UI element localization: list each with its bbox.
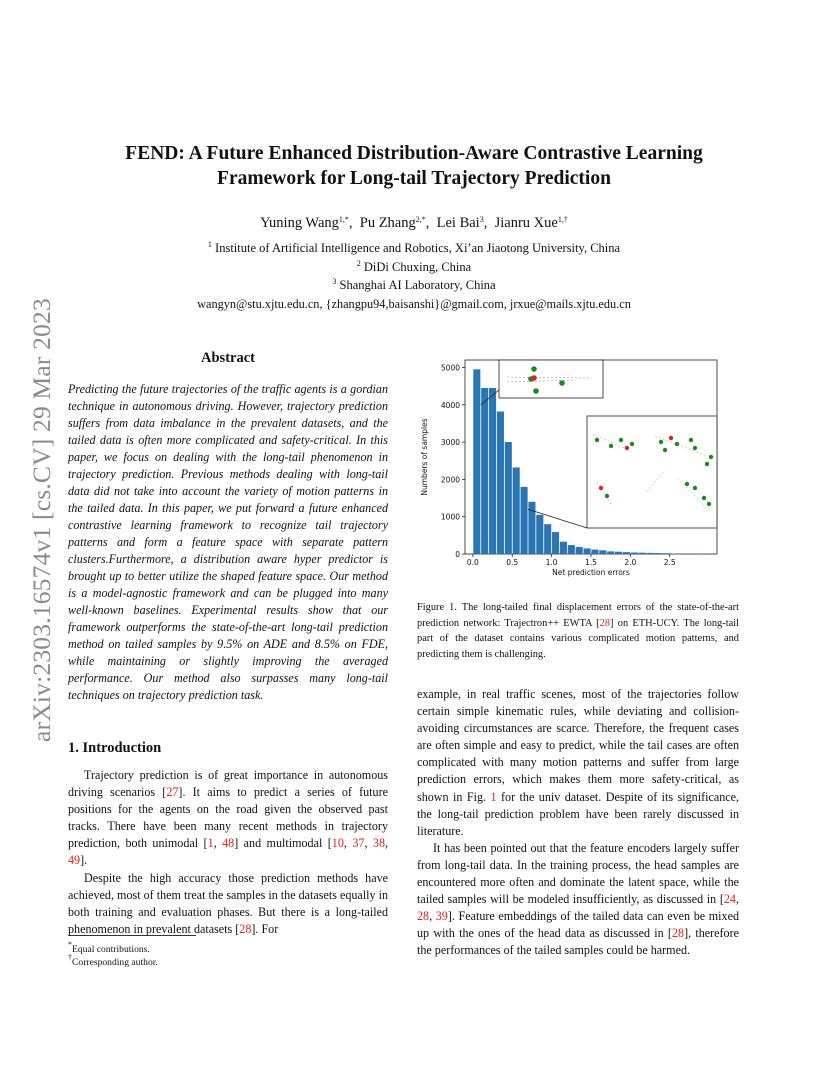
- histogram-bar: [631, 553, 638, 554]
- citation-link[interactable]: 28: [671, 926, 685, 941]
- affiliation-mark: 3: [332, 277, 337, 286]
- histogram-bar: [568, 545, 575, 554]
- agent-marker: [707, 502, 711, 506]
- affiliation: [90, 240, 738, 256]
- abstract-text: Predicting the future trajectories of the traffic agents is a gordian technique in autonomous driving. However, trajectory prediction suffers from data imbalance in the prevalent datasets, and the tailed data is often more complicated and safety-critical. In this paper, we focus on dealing with the long-tail phenomenon in trajectory prediction. Previous methods dealing with long-tail data did not take into account the variety of motion patterns in the tailed data. In this paper, we put forward a future enhanced contrastive learning framework to recognize tail trajectory patterns and form a feature space with separate pattern clusters.Furthermore, a distribution aware hyper predictor is brought up to better utilize the shaped feature space. Our method is a model-agnostic framework and can be plugged into many well-known baselines. Experimental results show that our framework outperforms the state-of-the-art long-tail prediction method on tailed samples by 9.5% on ADE and 8.5% on FDE, while maintaining or slightly improving the averaged performance. Our method also surpasses many long-tail techniques on trajectory prediction task.: [68, 382, 388, 702]
- figure-caption: Figure 1. The long-tailed final displacement errors of the state-of-the-art prediction network: Trajectron++ EWTA [28] on ETH-UCY. The long-tail part of the dataset contains various complicated motion patterns, and predicting them is challenging.: [417, 602, 739, 660]
- author: Pu Zhang: [359, 215, 416, 231]
- citation-link[interactable]: 1: [207, 836, 214, 851]
- footnote: [68, 952, 158, 969]
- arxiv-identifier: arXiv:2303.16574v1 [cs.CV] 29 Mar 2023: [27, 298, 56, 742]
- histogram-bar: [599, 550, 606, 554]
- histogram-bar: [552, 532, 559, 554]
- agent-marker: [702, 496, 706, 500]
- agent-marker: [609, 444, 613, 448]
- paper-title: [90, 141, 738, 191]
- target-agent-marker: [625, 446, 629, 450]
- histogram-bar: [607, 551, 614, 554]
- author-mark: 1,*: [338, 215, 349, 224]
- histogram-bar: [536, 515, 543, 554]
- affiliation-text: Institute of Artificial Intelligence and Robotics, Xi’an Jiaotong University, China: [215, 241, 621, 255]
- target-agent-marker: [599, 486, 603, 490]
- affiliation-mark: 2: [356, 259, 361, 268]
- author: Yuning Wang: [260, 215, 339, 231]
- x-axis-label: Net prediction errors: [552, 568, 630, 577]
- citation-link[interactable]: 24: [723, 892, 736, 907]
- y-tick-label: 5000: [440, 363, 460, 373]
- x-tick-label: 2.5: [663, 558, 676, 567]
- agent-marker: [595, 438, 599, 442]
- citation-link[interactable]: 49: [68, 853, 81, 868]
- author-mark: 3: [479, 215, 484, 224]
- citation-link[interactable]: 39: [435, 909, 448, 924]
- author-emails: wangyn@stu.xjtu.edu.cn, {zhangpu94,baisanshi}@gmail.com, jrxue@mails.xjtu.edu.cn: [197, 297, 631, 311]
- histogram-bar: [497, 411, 504, 554]
- agent-marker: [693, 486, 697, 490]
- histogram-bar: [670, 553, 677, 554]
- target-agent-marker: [531, 375, 537, 381]
- citation-link[interactable]: 37: [352, 836, 365, 851]
- arxiv-sidebar: [22, 280, 62, 760]
- inset-frame: [587, 416, 717, 528]
- x-tick-label: 0.5: [506, 558, 519, 567]
- y-axis-label: Numbers of samples: [420, 418, 429, 496]
- y-tick-label: 4000: [440, 400, 460, 410]
- affiliation: [90, 259, 738, 275]
- affiliation-text: DiDi Chuxing, China: [363, 260, 472, 274]
- x-tick-label: 0.0: [466, 558, 479, 567]
- author: Jianru Xue: [494, 215, 558, 231]
- agent-marker: [685, 482, 689, 486]
- citation-link[interactable]: 48: [222, 836, 235, 851]
- histogram-bar: [654, 553, 661, 554]
- histogram-bar: [513, 467, 520, 554]
- histogram-bar: [591, 550, 598, 554]
- agent-marker: [663, 448, 667, 452]
- author: Lei Bai: [436, 215, 480, 231]
- agent-marker: [705, 462, 709, 466]
- paragraph: Trajectory prediction is of great importance in autonomous driving scenarios [27]. It aims to predict a series of future positions for the agents on the road given the observed past tracks. There have been many recent methods in trajectory prediction, both unimodal [1, 48] and multimodal [10, 37, 38, 49].: [68, 768, 389, 868]
- inset-frame: [499, 360, 603, 398]
- paragraph: example, in real traffic scenes, most of the trajectories follow certain simple kinematic rules, while deviating and collision-avoiding circumstances are scarce. Therefore, the frequent cases are often simple and easy to predict, while the tail cases are often complicated with many motion patterns and suffer from large prediction errors, which makes them more safety-critical, as shown in Fig. 1 for the univ dataset. Despite of its significance, the long-tail prediction problem have been rarely discussed in literature.: [417, 687, 740, 838]
- title-line-2: Framework for Long-tail Trajectory Prediction: [217, 168, 611, 189]
- agent-marker: [619, 438, 623, 442]
- x-tick-label: 2.0: [624, 558, 637, 567]
- target-agent-marker: [669, 436, 673, 440]
- affiliation-mark: 1: [207, 240, 212, 249]
- agent-marker: [630, 442, 634, 446]
- citation-link[interactable]: 28: [417, 909, 430, 924]
- intro-right-column: [417, 686, 739, 960]
- y-tick-label: 2000: [440, 475, 460, 485]
- bar-chart: [420, 360, 717, 577]
- footnote-text: Equal contributions.: [72, 944, 150, 955]
- y-tick-label: 0: [455, 550, 460, 559]
- agent-marker: [675, 442, 679, 446]
- agent-marker: [531, 366, 537, 372]
- agent-marker: [659, 440, 663, 444]
- figure-reference-link[interactable]: 1: [490, 789, 497, 804]
- histogram-bar: [489, 388, 496, 554]
- title-line-1: FEND: A Future Enhanced Distribution-Aware Contrastive Learning: [125, 143, 703, 164]
- inset-tail-trajectory-examples: [587, 416, 717, 528]
- footnote-mark: *: [68, 940, 72, 949]
- histogram-bar: [481, 388, 488, 554]
- intro-left-column: [68, 767, 388, 938]
- citation-link[interactable]: 27: [166, 785, 179, 800]
- x-tick-label: 1.5: [585, 558, 597, 567]
- citation-link[interactable]: 38: [372, 836, 385, 851]
- inset-head-trajectory-example: [499, 360, 603, 398]
- agent-marker: [693, 446, 697, 450]
- histogram-bar: [639, 553, 646, 554]
- footnote-mark: †: [68, 953, 72, 962]
- histogram-bar: [615, 552, 622, 554]
- footnote-rule: [68, 935, 196, 936]
- histogram-bar: [623, 552, 630, 554]
- author-mark: 2,*: [415, 215, 426, 224]
- histogram-bar: [662, 553, 669, 554]
- histogram-bar: [576, 547, 583, 554]
- author-list: Yuning Wang$^{1,*}$, Pu Zhang$^{2,*}$, Lei Bai$^3$, Jianru Xue$^{1,\dagger}$: [260, 215, 568, 231]
- paragraph: Despite the high accuracy those prediction methods have achieved, most of them treat the samples in the datasets equally in both training and evaluation phases. But there is a long-tailed phenomenon in prevalent datasets [28]. For: [68, 870, 388, 936]
- paragraph: It has been pointed out that the feature encoders largely suffer from long-tail data. In the training process, the head samples are encountered more often and dominate the latent space, while the tailed samples will be modeled insufficiently, as discussed in [24, 28, 39]. Feature embeddings of the tailed data can even be mixed up with the ones of the head data as discussed in [28], therefore the performances of the tailed samples could be harmed.: [417, 840, 740, 958]
- histogram-bar: [560, 542, 567, 554]
- histogram-bar: [505, 442, 512, 554]
- agent-marker: [709, 455, 713, 459]
- citation-link[interactable]: 10: [331, 836, 344, 851]
- figure-1: [415, 352, 741, 582]
- affiliation-text: Shanghai AI Laboratory, China: [339, 278, 496, 292]
- y-tick-label: 3000: [440, 438, 460, 448]
- histogram-bar: [473, 369, 480, 554]
- agent-marker: [559, 380, 565, 386]
- x-tick-label: 1.0: [545, 558, 558, 567]
- agent-marker: [533, 388, 539, 394]
- citation-link[interactable]: 28: [239, 921, 252, 936]
- agent-marker: [689, 438, 693, 442]
- abstract-heading: Abstract: [201, 350, 255, 366]
- histogram-bar: [544, 524, 551, 554]
- introduction-heading: 1. Introduction: [68, 740, 162, 756]
- affiliation: [90, 277, 738, 293]
- agent-marker: [605, 494, 609, 498]
- histogram-bar: [521, 487, 528, 554]
- author-mark: 1,†: [557, 215, 568, 224]
- histogram-bar: [584, 548, 591, 554]
- footnote-text: Corresponding author.: [72, 957, 158, 968]
- citation-link[interactable]: 28: [599, 617, 611, 629]
- histogram-bar: [647, 553, 654, 554]
- y-tick-label: 1000: [440, 512, 460, 522]
